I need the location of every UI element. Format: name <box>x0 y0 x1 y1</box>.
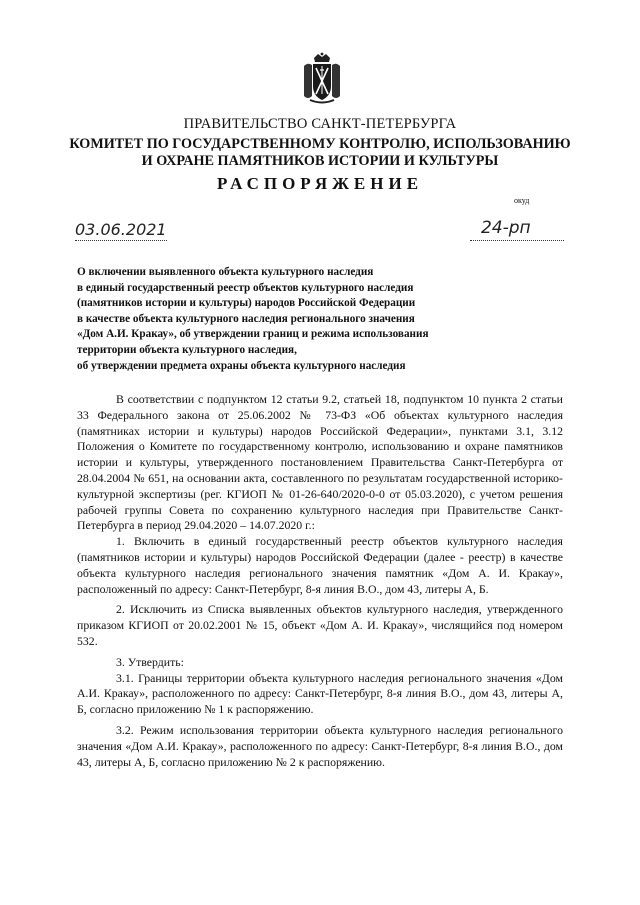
subject-line: «Дом А.И. Кракау», об утверждении границ и режима использования <box>77 328 429 341</box>
committee-line: И ОХРАНЕ ПАМЯТНИКОВ ИСТОРИИ И КУЛЬТУРЫ <box>141 153 499 169</box>
clause-2-paragraph: 2. Исключить из Списка выявленных объектов культурного наследия, утвержденного приказом КГИОП от 20.02.2001 № 15, объект «Дом А. И. Кракау», числящийся под номером 532. <box>77 602 563 648</box>
document-body <box>77 392 563 770</box>
clause-1-paragraph: 1. Включить в единый государственный реестр объектов культурного наследия (памятников истории и культуры) народов Российской Федерации (далее - реестр) в качестве объекта культурного наследия регионального значения памятник «Дом А. И. Кракау», расположенный по адресу: Санкт-Петербург, 8-я линия В.О., дом 43, литеры А, Б. <box>77 534 563 596</box>
document-type: РАСПОРЯЖЕНИЕ <box>216 174 424 193</box>
document-number: 24-рп <box>481 218 531 238</box>
document-subject <box>77 265 577 374</box>
subject-line: в единый государственный реестр объектов культурного наследия <box>77 281 414 294</box>
subject-line: территории объекта культурного наследия, <box>77 343 297 356</box>
preamble-paragraph: В соответствии с подпунктом 12 статьи 9.2, статьей 18, подпунктом 10 пункта 2 статьи 33 Федерального закона от 25.06.2002 № 73-ФЗ «Об объектах культурного наследия (памятниках истории и культуры) народов Российской Федерации», пунктами 3.1, 3.12 Положения о Комитете по государственному контролю, использованию и охране памятников истории и культуры, утвержденного постановлением Правительства Санкт-Петербурга от 28.04.2004 № 651, на основании акта, составленного по результатам государственной историко-культурной экспертизы (рег. КГИОП № 01-26-640/2020-0-0 от 05.03.2020), с учетом решения рабочей группы Совета по сохранению культурного наследия при Правительстве Санкт-Петербурга в период 29.04.2020 – 14.07.2020 г.: <box>77 392 563 533</box>
committee-name <box>0 136 640 170</box>
number-underline <box>470 240 564 241</box>
government-name: ПРАВИТЕЛЬСТВО САНКТ-ПЕТЕРБУРГА <box>183 116 457 132</box>
committee-line: КОМИТЕТ ПО ГОСУДАРСТВЕННОМУ КОНТРОЛЮ, ИСПОЛЬЗОВАНИЮ <box>69 136 571 152</box>
subject-line: в качестве объекта культурного наследия регионального значения <box>77 312 415 325</box>
subject-line: О включении выявленного объекта культурного наследия <box>77 266 374 278</box>
clause-3-paragraph: 3. Утвердить: <box>116 654 184 669</box>
date-underline <box>75 240 167 241</box>
okud-label: окуд <box>514 196 530 205</box>
subject-line: (памятников истории и культуры) народов Российской Федерации <box>77 297 416 310</box>
clause-3-1-paragraph: 3.1. Границы территории объекта культурного наследия регионального значения «Дом А.И. Кракау», расположенного по адресу: Санкт-Петербург, 8-я линия В.О., дом 43, литеры А, Б, согласно приложению № 1 к распоряжению. <box>77 670 563 717</box>
coat-of-arms-icon <box>300 52 344 106</box>
clause-3-2-paragraph: 3.2. Режим использования территории объекта культурного наследия регионального значения «Дом А.И. Кракау», расположенного по адресу: Санкт-Петербург, 8-я линия В.О., дом 43, литеры А, Б, согласно приложению № 2 к распоряжению. <box>77 722 563 769</box>
subject-line: об утверждении предмета охраны объекта культурного наследия <box>77 359 406 372</box>
document-date: 03.06.2021 <box>75 220 167 239</box>
